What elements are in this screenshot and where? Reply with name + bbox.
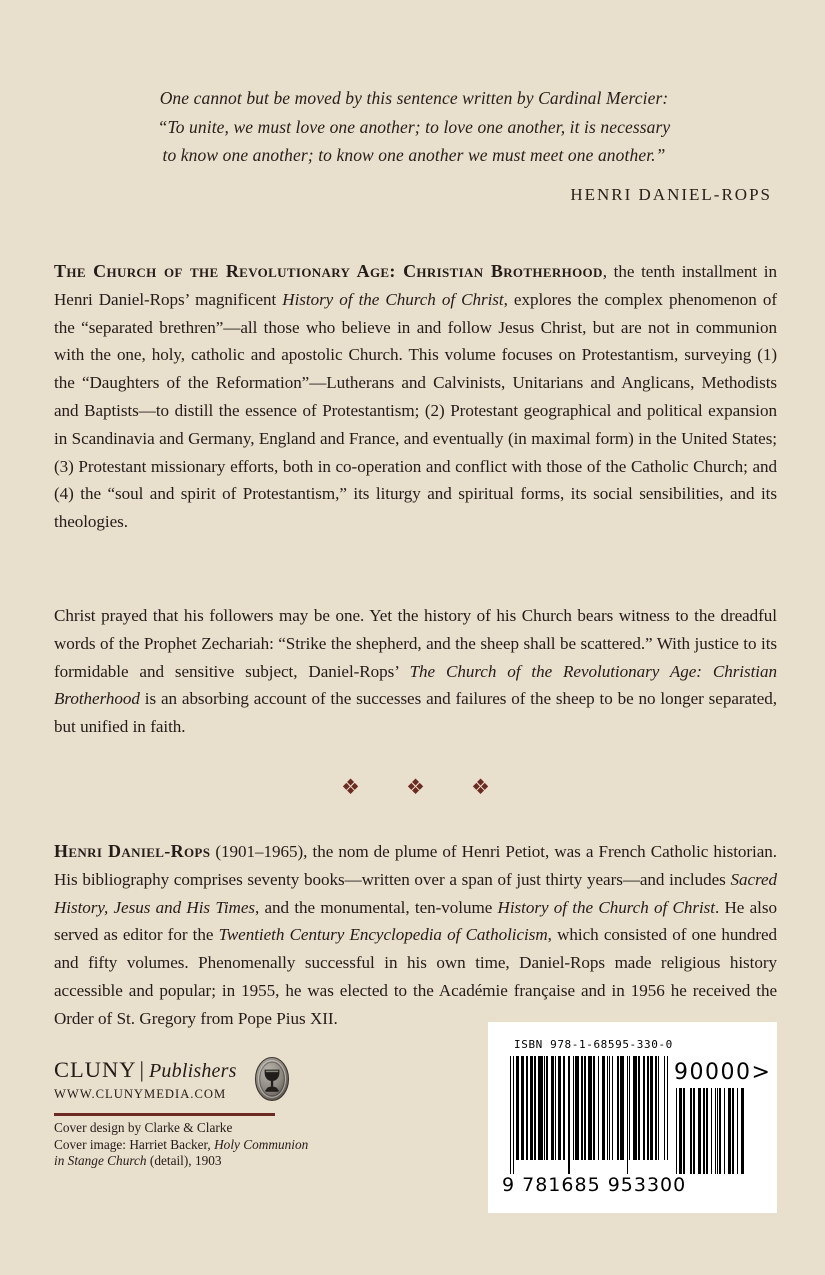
ean5-addon-barcode <box>676 1088 744 1174</box>
isbn-barcode-panel <box>488 1022 777 1213</box>
cover-design-credit: Cover design by Clarke & Clarke <box>54 1120 233 1135</box>
author-work-3: Twentieth Century Encyclopedia of Catholicism <box>218 925 548 945</box>
author-bio-paragraph <box>54 838 777 1033</box>
author-bio-segment-d: , which consisted of one hundred and fifty volumes. Phenomenally successful in his own time, Daniel-Rops made religious history accessible and popular; in 1955, he was elected to the Académie française and in 1956 he received the Order of St. Gregory from Pope Pius XII. <box>54 925 777 1028</box>
description-p2-segment-b: is an absorbing account of the successes and failures of the sheep to be no longer separated, but unified in faith. <box>54 689 777 737</box>
cover-image-prefix: Cover image: Harriet Backer, <box>54 1136 215 1152</box>
epigraph-quote <box>55 84 773 170</box>
description-paragraph-2 <box>54 602 777 741</box>
author-bio-segment-b: , and the monumental, ten-volume <box>254 897 498 917</box>
epigraph-line-3: to know one another; to know one another we must meet one another.” <box>162 145 666 165</box>
description-p1-segment-a: , the tenth installment in Henri Daniel-Rops’ magnificent <box>54 262 777 309</box>
fleuron-icon: ❖ <box>471 775 490 799</box>
credits-rule <box>54 1113 275 1116</box>
series-title-inline: History of the Church of Christ <box>282 289 504 309</box>
book-title-inline: The Church of the Revolutionary Age: Christian Brotherhood <box>54 261 603 281</box>
ean13-barcode <box>510 1056 668 1174</box>
publisher-divider: | <box>139 1057 146 1082</box>
cover-image-title-line1: Holy Communion <box>214 1136 309 1152</box>
author-name-inline: Henri Daniel-Rops <box>54 841 211 861</box>
fleuron-icon: ❖ <box>341 775 360 799</box>
barcode-addon-digits: 90000> <box>674 1060 772 1085</box>
publisher-text <box>54 1057 244 1102</box>
cover-image-title-line2: in Stange Church <box>54 1153 147 1169</box>
publisher-name: CLUNY <box>54 1057 137 1082</box>
author-work-2: History of the Church of Christ <box>497 897 715 917</box>
publisher-block <box>54 1057 354 1102</box>
fleuron-icon: ❖ <box>406 775 425 799</box>
cover-image-suffix: (detail), 1903 <box>146 1153 222 1169</box>
author-bio-segment-c: . He also served as editor for the <box>54 897 777 945</box>
publisher-name-line <box>54 1057 244 1084</box>
credits-block <box>54 1120 364 1170</box>
book-title-italic-inline: The Church of the Revolutionary Age: Christian Brotherhood <box>54 661 777 709</box>
chalice-seal-icon <box>253 1056 291 1102</box>
description-p1-segment-b: , explores the complex phenomenon of the “separated brethren”—all those who believe in and follow Jesus Christ, but are not in communion with the one, holy, catholic and apostolic Church. This volume focuses on Protestantism, surveying (1) the “Daughters of the Reformation”—Lutherans and Calvinists, Unitarians and Anglicans, Methodists and Baptists—to distill the essence of Protestantism; (2) Protestant geographical and political expansion in Scandinavia and Germany, England and France, and eventually (in maximal form) in the United States; (3) Protestant missionary efforts, both in co-operation and conflict with those of the Catholic Church; and (4) the “soul and spirit of Protestantism,” its liturgy and spiritual forms, its social sensibilities, and its theologies. <box>54 289 777 532</box>
ornament-divider <box>54 776 777 798</box>
publisher-kind: Publishers <box>149 1060 237 1082</box>
epigraph-attribution: HENRI DANIEL-ROPS <box>570 185 772 204</box>
description-p2-segment-a: Christ prayed that his followers may be one. Yet the history of his Church bears witness to the dreadful words of the Prophet Zechariah: “Strike the shepherd, and the sheep shall be scattered.” With justice to its formidable and sensitive subject, Daniel-Rops’ <box>54 606 777 681</box>
publisher-row <box>54 1057 354 1102</box>
author-work-1: Sacred History, Jesus and His Times <box>54 869 777 917</box>
author-dates: (1901–1965) <box>210 842 304 861</box>
ean13-digits: 9 781685 953300 <box>502 1174 687 1196</box>
epigraph-line-2: “To unite, we must love one another; to love one another, it is necessary <box>157 116 671 137</box>
cover-image-credit-cont <box>54 1153 364 1170</box>
description-paragraph-2-wrap <box>54 602 777 741</box>
author-bio-segment-a: , the nom de plume of Henri Petiot, was a French Catholic historian. His bibliography comprises seventy books—written over a span of just thirty years—and includes <box>54 842 777 889</box>
description-paragraph-1-wrap <box>54 258 777 536</box>
isbn-label: ISBN 978-1-68595-330-0 <box>514 1038 673 1051</box>
author-bio-wrap <box>54 838 777 1033</box>
description-paragraph-1 <box>54 258 777 536</box>
cover-image-credit <box>54 1137 364 1154</box>
epigraph-line-1: One cannot but be moved by this sentence written by Cardinal Mercier: <box>159 88 669 108</box>
publisher-url[interactable]: WWW.CLUNYMEDIA.COM <box>54 1087 227 1101</box>
